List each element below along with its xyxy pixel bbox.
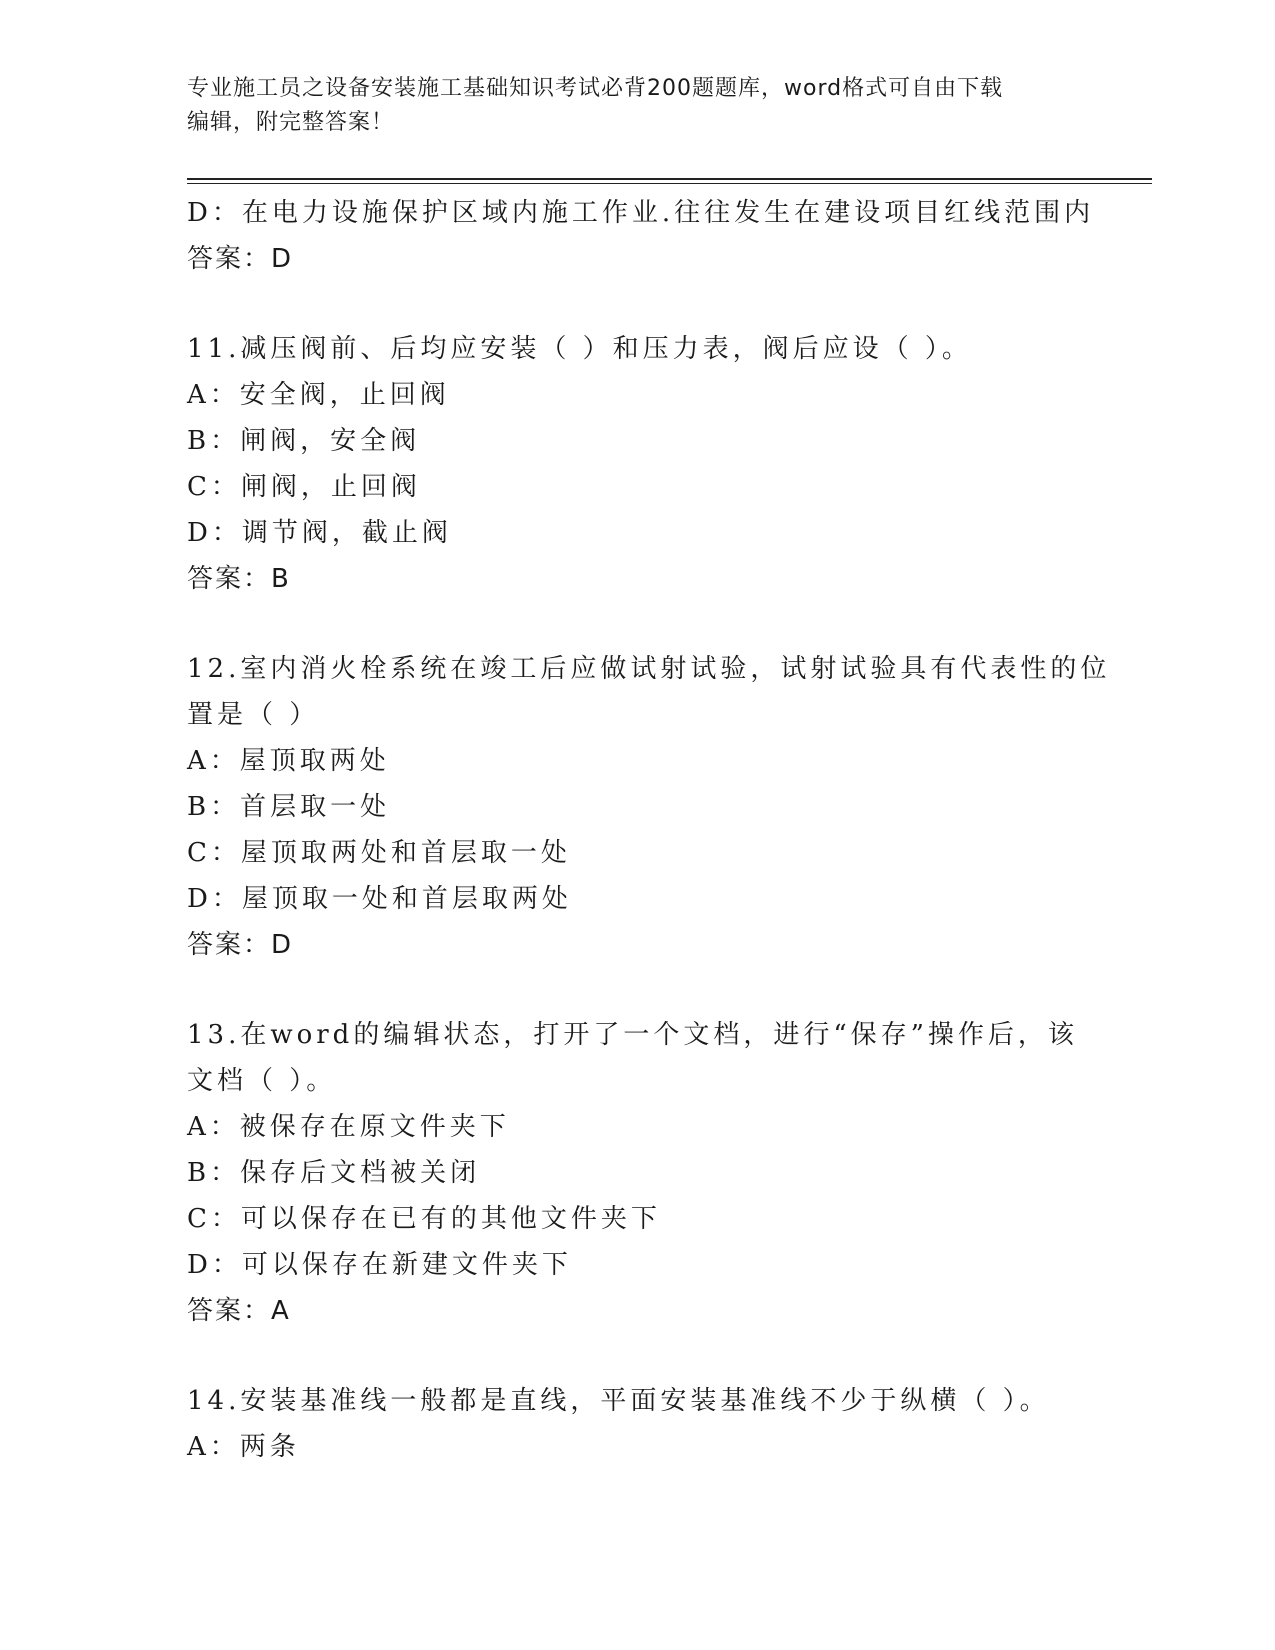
question-12 [187, 646, 1111, 968]
document-header [187, 72, 1077, 140]
question-stem: 11.减压阀前、后均应安装（ ）和压力表，阀后应设（ ）。 [187, 334, 972, 364]
header-line-1: 专业施工员之设备安装施工基础知识考试必背200题题库，word格式可自由下载 [187, 76, 1004, 101]
question-stem-line-2: 文档（ ）。 [187, 1066, 337, 1096]
question-14 [187, 1378, 1087, 1470]
answer-line: 答案：A [187, 1296, 291, 1326]
option-a: A：被保存在原文件夹下 [187, 1112, 510, 1142]
option-a: A：两条 [187, 1432, 300, 1462]
option-b: B：保存后文档被关闭 [187, 1158, 481, 1188]
option-d: D：屋顶取一处和首层取两处 [187, 884, 572, 914]
header-divider-thin [187, 183, 1152, 184]
option-c: C：闸阀，止回阀 [187, 472, 421, 502]
question-13 [187, 1012, 1087, 1334]
option-b: B：闸阀，安全阀 [187, 426, 421, 456]
question-stem-line-1: 12.室内消火栓系统在竣工后应做试射试验，试射试验具有代表性的位 [187, 654, 1111, 684]
option-a: A：屋顶取两处 [187, 746, 390, 776]
option-d: D：调节阀，截止阀 [187, 518, 452, 548]
option-c: C：屋顶取两处和首层取一处 [187, 838, 571, 868]
question-stem-line-2: 置是（ ） [187, 700, 320, 730]
header-line-2: 编辑，附完整答案！ [187, 110, 395, 135]
option-b: B：首层取一处 [187, 792, 391, 822]
question-10-tail [187, 190, 1095, 282]
question-stem-line-1: 13.在word的编辑状态，打开了一个文档，进行“保存”操作后，该 [187, 1020, 1078, 1050]
option-d: D：可以保存在新建文件夹下 [187, 1250, 572, 1280]
answer-line: 答案：D [187, 244, 294, 274]
question-list [187, 190, 1111, 1470]
answer-line: 答案：B [187, 564, 291, 594]
question-stem: 14.安装基准线一般都是直线，平面安装基准线不少于纵横（ ）。 [187, 1386, 1050, 1416]
option-c: C：可以保存在已有的其他文件夹下 [187, 1204, 661, 1234]
answer-line: 答案：D [187, 930, 294, 960]
option-a: A：安全阀，止回阀 [187, 380, 450, 410]
header-divider-thick [187, 178, 1152, 180]
option-d: D：在电力设施保护区域内施工作业.往往发生在建设项目红线范围内 [187, 198, 1095, 228]
question-11 [187, 326, 1087, 602]
